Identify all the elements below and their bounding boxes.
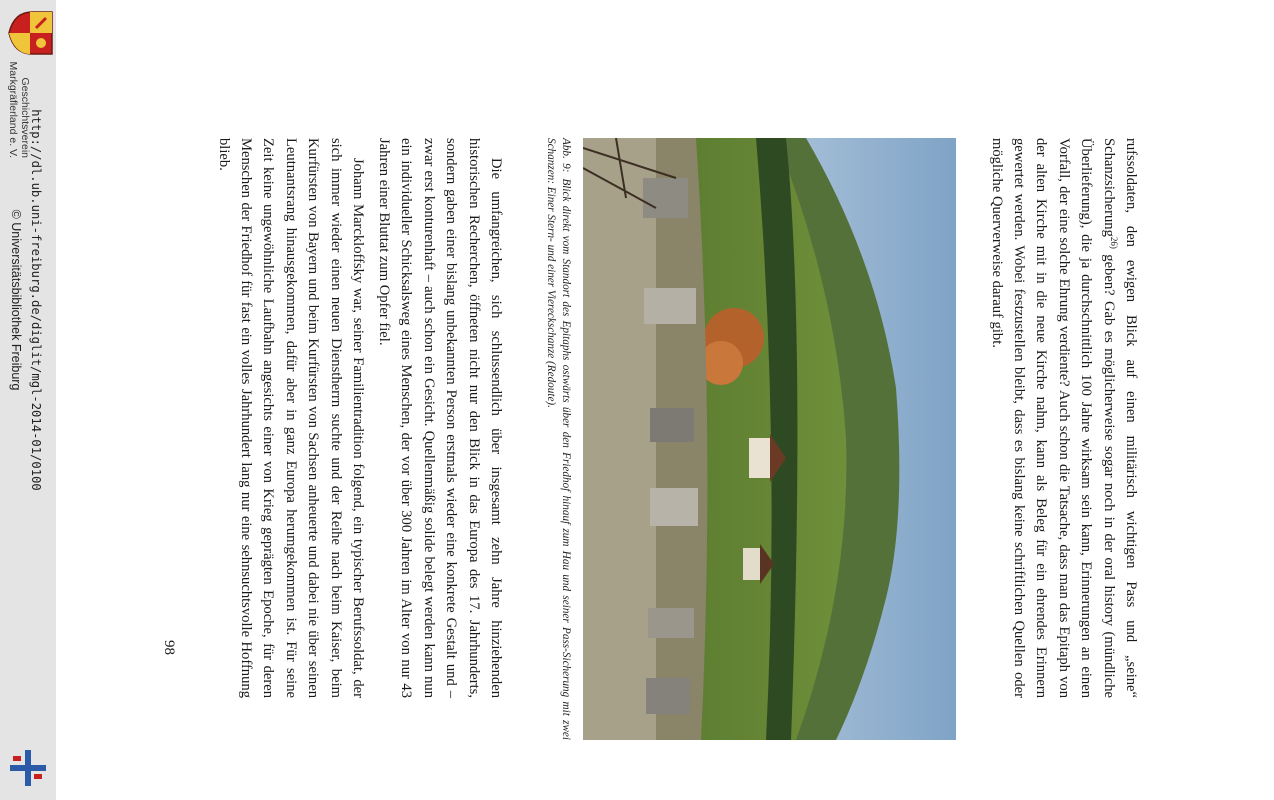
- paragraph-bottom: Johann Marckloffsky war, seiner Familientradition folgend, ein typischer Berufssoldat, der sich immer wieder einen neuen Dienstherrn suchte und der Reihe nach beim Kaiser, beim Kurfürsten von Bayern und beim Kurfürsten von Sachsen anheuerte und dabei nie über seinen Leutnantsrang hinausgekommen, dafür aber in ganz Europa herumgekommen ist. Für seine Zeit keine ungewöhnliche Laufbahn angesichts einer von Krieg geprägten Epoche, für deren Menschen der Friedhof für fast ein volles Jahrhundert lang nur eine sehnsuchtsvolle Hoffnung blieb.: [215, 138, 366, 698]
- figure-caption: Abb. 9:Blick direkt vom Standort des Epitaphs ostwärts über den Friedhof hinauf zum Hau und seiner Pass-Sicherung mit zwei Schanzen: Einer Stern- und einer Viereckschanze (Redoute).: [545, 138, 572, 741]
- society-name: Geschichtsverein Markgräflerland e. V.: [7, 61, 31, 158]
- landscape-photo: [583, 138, 956, 740]
- copyright-text: © Universitätsbibliothek Freiburg: [9, 209, 23, 391]
- footnote-ref[interactable]: 26): [1108, 236, 1119, 249]
- paragraph-middle: Die umfangreichen, sich schlussendlich über insgesamt zehn Jahre hinziehenden historischen Recherchen, öffneten nicht nur den Blick in das Europa des 17. Jahrhunderts, sondern gaben einer bislang unbekannten Person erstmals wieder eine konkrete Gestalt und – zwar erst konturenhaft – auch schon ein Gesicht. Quellenmäßig solide belegt werden kann nun ein individueller Schicksalsweg eines Menschen, der vor über 300 Jahren im Alter von nur 43 Jahren einer Bluttat zum Opfer fiel.: [375, 138, 504, 698]
- page-number: 98: [161, 640, 177, 655]
- ub-logo-icon: [3, 748, 48, 788]
- source-url-link[interactable]: http://dl.ub.uni-freiburg.de/diglit/mgl-2014-01/0100: [29, 109, 43, 491]
- paragraph-top: rufssoldaten, den ewigen Blick auf einen militärisch wichtigen Pass und „seine“ Schanzsicherung$^{26)}$ geben? Gab es möglicherweise sogar noch in der oral history (mündliche Überlieferung), die ja durchschnittlich 100 Jahre wirksam sein kann, Erinnerungen an einen Vorfall, der eine solche Ehrung verdiente? Auch schon die Tatsache, dass man das Epitaph von der alten Kirche mit in die neue Kirche nahm, kann als Beleg für ein ehrendes Erinnern gewertet werden. Wobei festzustellen bleibt, dass es bislang keine schriftlichen Quellen oder mögliche Querverweise darauf gibt.: [988, 138, 1139, 698]
